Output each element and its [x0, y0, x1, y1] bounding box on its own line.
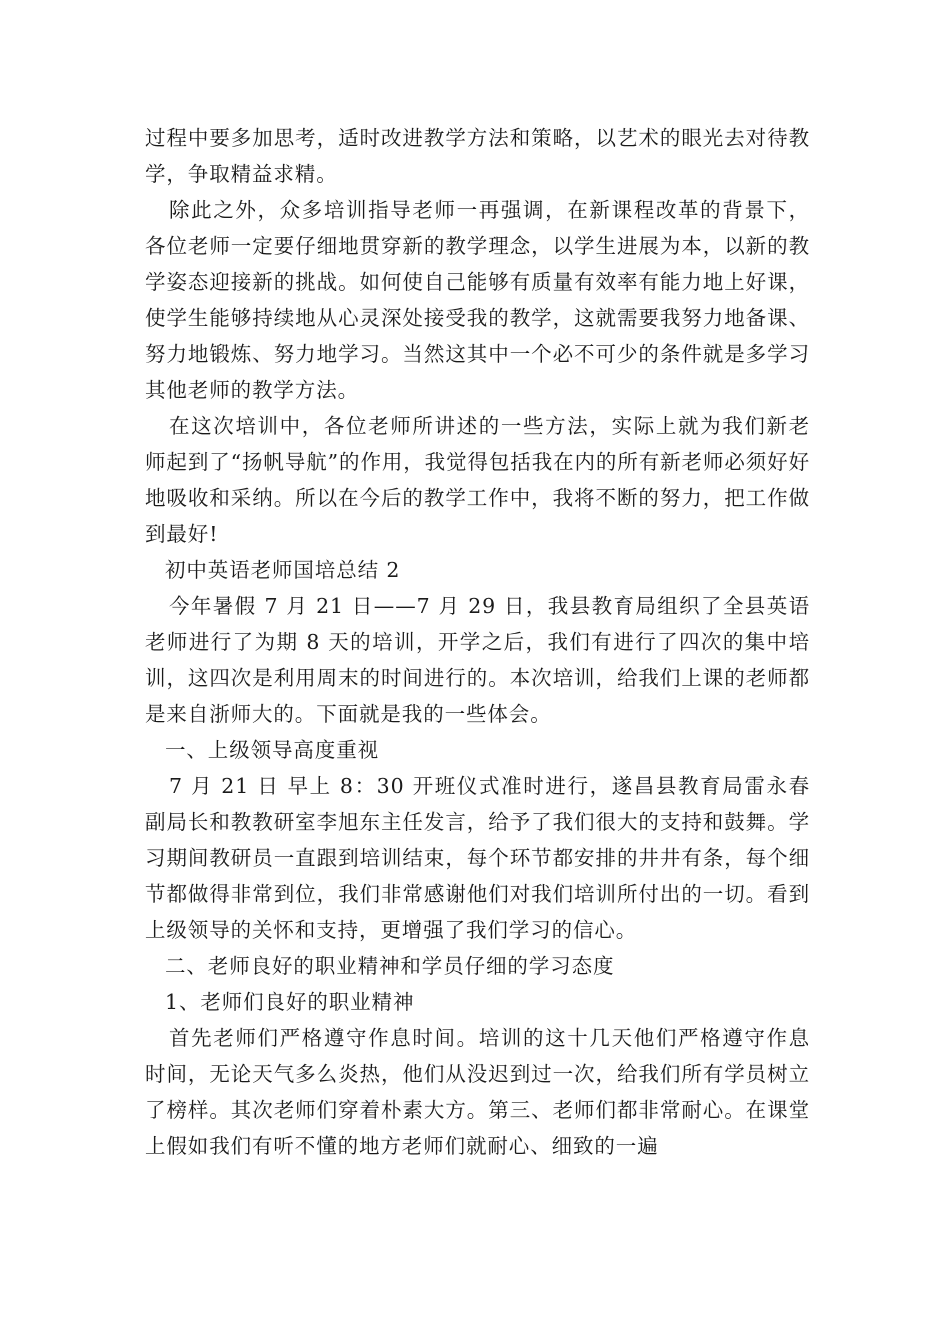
paragraph-training-ideas: 除此之外，众多培训指导老师一再强调，在新课程改革的背景下，各位老师一定要仔细地贯穿新的教学理念，以学生进展为本，以新的教学姿态迎接新的挑战。如何使自己能够有质量有效率有能力地上好课，使学生能够持续地从心灵深处接受我的教学，这就需要我努力地备课、努力地锻炼、努力地学习。当然这其中一个必不可少的条件就是多学习其他老师的教学方法。 — [145, 198, 810, 402]
paragraph-navigation: 在这次培训中，各位老师所讲述的一些方法，实际上就为我们新老师起到了“扬帆导航”的作用，我觉得包括我在内的所有新老师必须好好地吸收和采纳。所以在今后的教学工作中，我将不断的努力，把工作做到最好! — [145, 414, 810, 546]
paragraph-continuation: 过程中要多加思考，适时改进教学方法和策略，以艺术的眼光去对待教学，争取精益求精。 — [145, 126, 810, 186]
paragraph-schedule: 首先老师们严格遵守作息时间。培训的这十几天他们严格遵守作息时间，无论天气多么炎热，他们从没迟到过一次，给我们所有学员树立了榜样。其次老师们穿着朴素大方。第三、老师们都非常耐心。在课堂上假如我们有听不懂的地方老师们就耐心、细致的一遍 — [145, 1026, 810, 1158]
heading-teacher-spirit: 二、老师良好的职业精神和学员仔细的学习态度 — [165, 954, 615, 978]
subheading-professional-spirit: 1、老师们良好的职业精神 — [165, 990, 415, 1014]
document-body — [145, 120, 810, 1164]
section-title-summary-2: 初中英语老师国培总结 2 — [165, 558, 401, 582]
heading-leadership: 一、上级领导高度重视 — [165, 738, 379, 762]
paragraph-summer-training: 今年暑假 7 月 21 日——7 月 29 日，我县教育局组织了全县英语老师进行了为期 8 天的培训，开学之后，我们有进行了四次的集中培训，这四次是利用周末的时间进行的。本次培训，给我们上课的老师都是来自浙师大的。下面就是我的一些体会。 — [145, 594, 810, 726]
paragraph-opening-ceremony: 7 月 21 日 早上 8：30 开班仪式准时进行，遂昌县教育局雷永春副局长和教教研室李旭东主任发言，给予了我们很大的支持和鼓舞。学习期间教研员一直跟到培训结束，每个环节都安排的井井有条，每个细节都做得非常到位，我们非常感谢他们对我们培训所付出的一切。看到上级领导的关怀和支持，更增强了我们学习的信心。 — [145, 774, 810, 942]
